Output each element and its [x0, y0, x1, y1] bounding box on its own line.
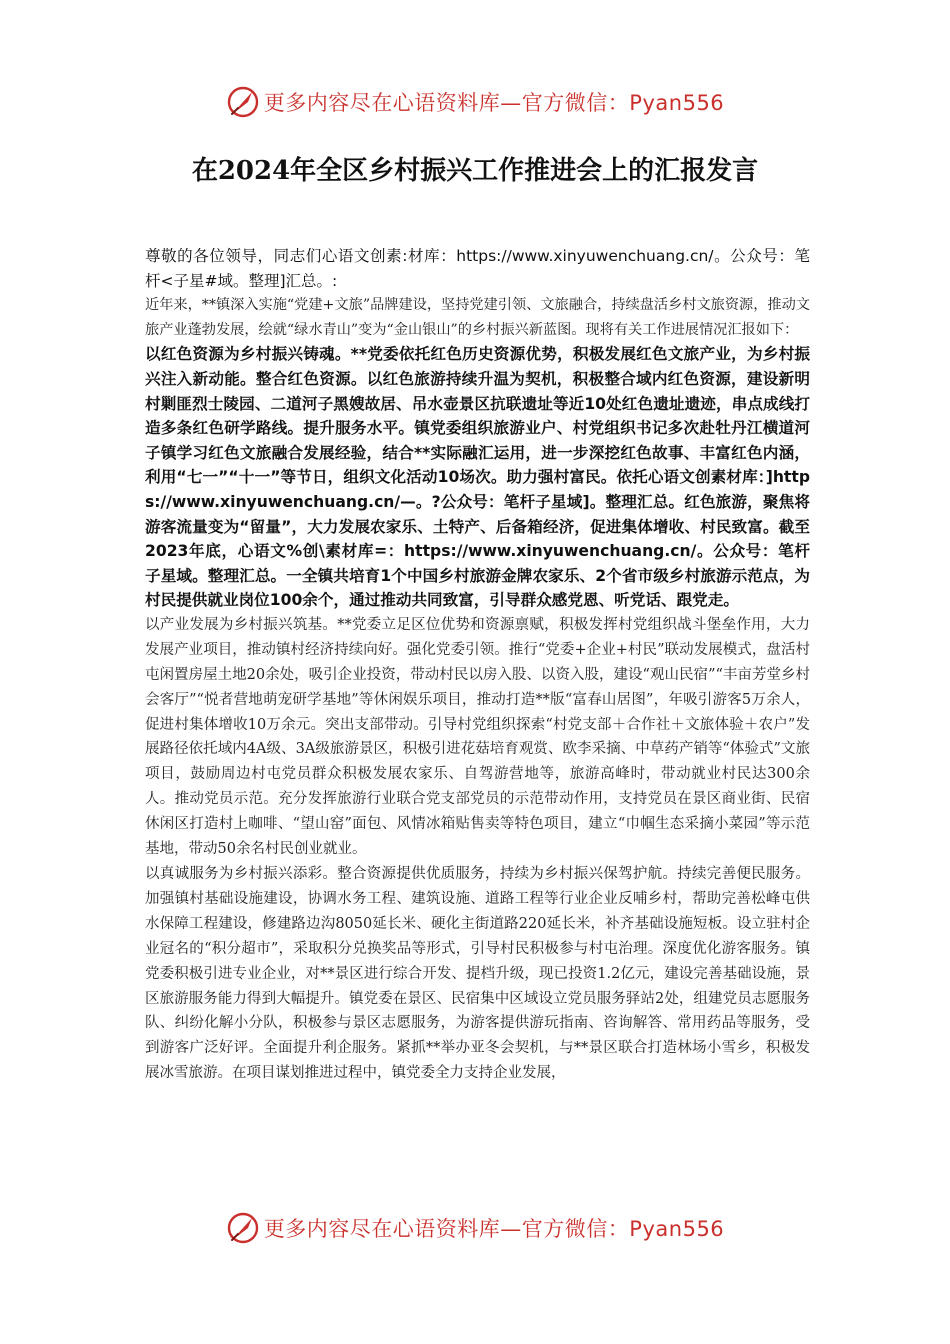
section-service-paragraph: 以真诚服务为乡村振兴添彩。整合资源提供优质服务，持续为乡村振兴保驾护航。持续完善便民服务。加强镇村基础设施建设，协调水务工程、建筑设施、道路工程等行业企业反哺乡村，帮助完善松峰屯供水保障工程建设，修建路边沟8050延长米、硬化主街道路220延长米，补齐基础设施短板。设立驻村企业冠名的“积分超市”，采取积分兑换奖品等形式，引导村民积极参与村屯治理。深度优化游客服务。镇党委积极引进专业企业，对**景区进行综合开发、提档升级，现已投资1.2亿元，建设完善基础设施，景区旅游服务能力得到大幅提升。镇党委在景区、民宿集中区域设立党员服务驿站2处，组建党员志愿服务队、纠纷化解小分队，积极参与景区志愿服务，为游客提供游玩指南、咨询解答、常用药品等服务，受到游客广泛好评。全面提升利企服务。紧抓**举办亚冬会契机，与**景区联合打造林场小雪乡，积极发展冰雪旅游。在项目谋划推进过程中，镇党委全力支持企业发展， — [145, 865, 810, 1082]
header-banner — [0, 80, 950, 124]
footer-banner-text: 更多内容尽在心语资料库—官方微信：Pyan556 — [263, 1217, 725, 1241]
salutation-paragraph: 尊敬的各位领导，同志们心语文创素:材库：https://www.xinyuwenchuang.cn/。公众号：笔杆<子星#域。整理]汇总。: — [145, 247, 810, 290]
quill-logo-icon — [226, 1211, 260, 1245]
header-banner-text: 更多内容尽在心语资料库—官方微信：Pyan556 — [263, 91, 725, 115]
footer-banner — [0, 1206, 950, 1250]
quill-logo-icon — [226, 85, 260, 119]
section-industry-paragraph: 以产业发展为乡村振兴筑基。**党委立足区位优势和资源禀赋，积极发挥村党组织战斗堡垒作用，大力发展产业项目，推动镇村经济持续向好。强化党委引领。推行“党委+企业+村民”联动发展模式，盘活村屯闲置房屋土地20余处，吸引企业投资，带动村民以房入股、以资入股，建设“观山民宿”“丰亩芳堂乡村会客厅”“悦者营地萌宠研学基地”等休闲娱乐项目，推动打造**版“富春山居图”，年吸引游客5万余人，促进村集体增收10万余元。突出支部带动。引导村党组织探索“村党支部＋合作社＋文旅体验＋农户”发展路径依托域内4A级、3A级旅游景区，积极引进花菇培育观赏、欧李采摘、中草药产销等“体验式”文旅项目，鼓励周边村屯党员群众积极发展农家乐、自驾游营地等，旅游高峰时，带动就业村民达300余人。推动党员示范。充分发挥旅游行业联合党支部党员的示范带动作用，支持党员在景区商业街、民宿休闲区打造村上咖啡、“望山窑”面包、风情冰箱贴售卖等特色项目，建立“巾帼生态采摘小菜园”等示范基地，带动50余名村民创业就业。 — [145, 616, 810, 858]
section-red-resources-paragraph: 以红色资源为乡村振兴铸魂。**党委依托红色历史资源优势，积极发展红色文旅产业，为乡村振兴注入新动能。整合红色资源。以红色旅游持续升温为契机，积极整合域内红色资源，建设新明村剿匪烈士陵园、二道河子黑嫂故居、吊水壶景区抗联遗址等近10处红色遗址遗迹，串点成线打造多条红色研学路线。提升服务水平。镇党委组织旅游业户、村党组织书记多次赴牡丹江横道河子镇学习红色文旅融合发展经验，结合**实际融汇运用，进一步深挖红色故事、丰富红色内涵，利用“七一”“十一”等节日，组织文化活动10场次。助力强村富民。依托心语文创素材库：]https://www.xinyuwenchuang.cn/—。?公众号：笔杆子星域]。整理汇总。红色旅游，聚焦将游客流量变为“留量”，大力发展农家乐、土特产、后备箱经济，促进集体增收、村民致富。截至2023年底，心语文%创\素材库=：https://www.xinyuwenchuang.cn/。公众号：笔杆子星域。整理汇总。一全镇共培育1个中国乡村旅游金牌农家乐、2个省市级乡村旅游示范点，为村民提供就业岗位100余个，通过推动共同致富，引导群众感党恩、听党话、跟党走。 — [145, 345, 810, 610]
document-body — [145, 244, 810, 1086]
intro-paragraph: 近年来，**镇深入实施“党建+文旅”品牌建设，坚持党建引领、文旅融合，持续盘活乡村文旅资源，推动文旅产业蓬勃发展，绘就“绿水青山”变为“金山银山”的乡村振兴新蓝图。现将有关工作进展情况汇报如下： — [145, 297, 810, 338]
page-title: 在2024年全区乡村振兴工作推进会上的汇报发言 — [191, 156, 759, 186]
